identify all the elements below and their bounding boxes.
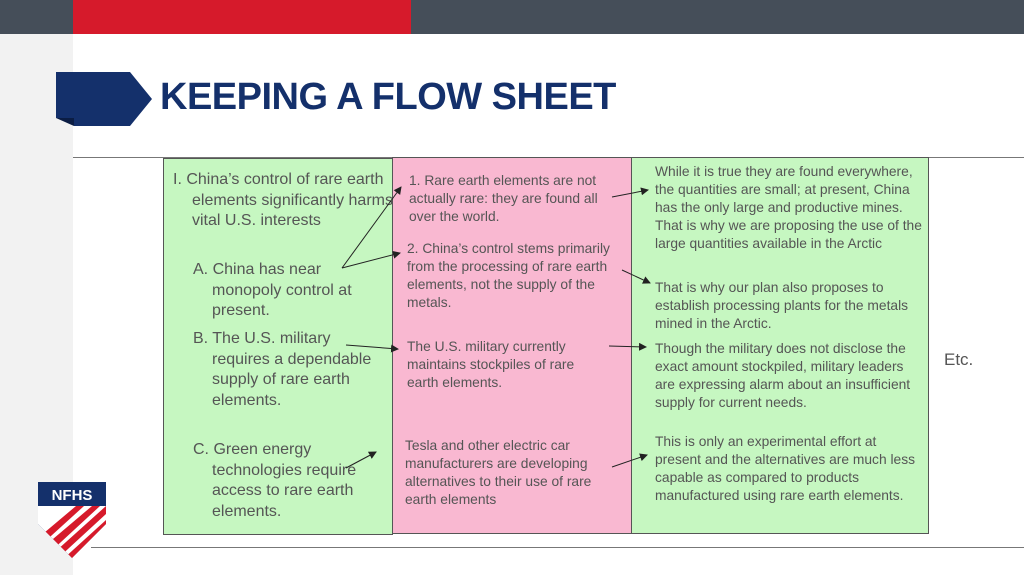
- top-bar-red: [73, 0, 411, 34]
- rebuttal-4: This is only an experimental effort at present and the alternatives are much less capable as compared to products manufactured using rare earth elements.: [655, 434, 915, 503]
- etc-label: Etc.: [944, 350, 974, 369]
- svg-text:NFHS: NFHS: [51, 487, 93, 504]
- response-2: 2. China’s control stems primarily from the processing of rare earth elements, not the supply of the metals.: [407, 241, 610, 310]
- response-4: Tesla and other electric car manufacturers are developing alternatives to their use of rare earth elements: [405, 438, 592, 507]
- contention-main: I. China’s control of rare earth elements significantly harms vital U.S. interests: [173, 171, 393, 229]
- subpoint-b: B. The U.S. military requires a dependable supply of rare earth elements.: [193, 330, 372, 409]
- rebuttal-3: Though the military does not disclose the exact amount stockpiled, military leaders are expressing alarm about an insufficient supply for current needs.: [655, 341, 911, 410]
- divider-bottom: [91, 547, 1024, 548]
- title-arrow-icon: [56, 72, 152, 126]
- nfhs-logo-icon: [36, 480, 108, 560]
- page-title: KEEPING A FLOW SHEET: [160, 76, 616, 118]
- top-bar-dark: [411, 0, 1024, 34]
- rebuttal-1: While it is true they are found everywhere, the quantities are small; at present, China has the only large and productive mines. That is why we are proposing the use of the large quantities available in the Arctic: [655, 164, 922, 251]
- top-bar-left: [0, 0, 73, 34]
- response-1: 1. Rare earth elements are not actually rare: they are found all over the world.: [409, 173, 598, 224]
- response-3: The U.S. military currently maintains stockpiles of rare earth elements.: [407, 339, 575, 390]
- subpoint-a: A. China has near monopoly control at present.: [193, 261, 352, 319]
- rebuttal-2: That is why our plan also proposes to establish processing plants for the metals mined in the Arctic.: [655, 280, 909, 331]
- subpoint-c: C. Green energy technologies require access to rare earth elements.: [193, 441, 357, 520]
